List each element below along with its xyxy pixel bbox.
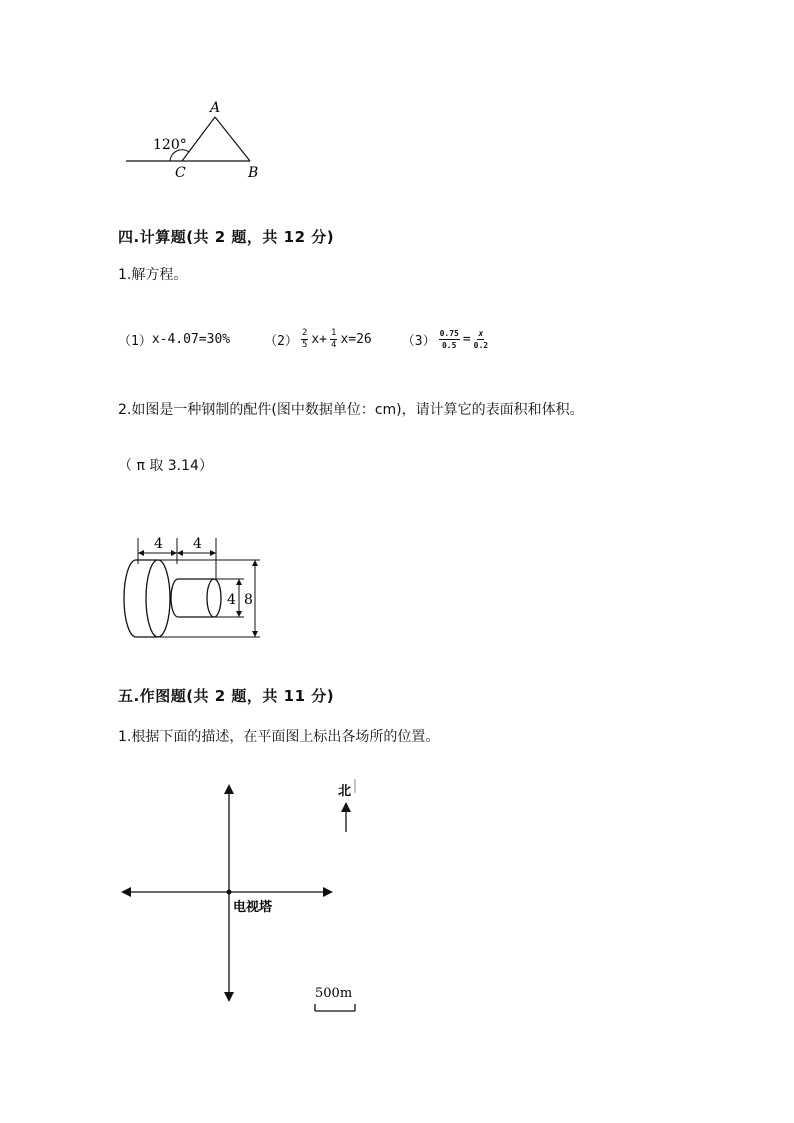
center-label: 电视塔	[233, 900, 273, 915]
big-cyl-face	[146, 560, 170, 637]
eq3-frac1-num: 0.75	[439, 329, 459, 338]
eq3-fraction-1	[439, 328, 460, 351]
eq3-equals: =	[462, 332, 471, 347]
label-a: A	[210, 100, 221, 116]
small-cyl-face	[207, 579, 221, 617]
north-arrow-icon	[341, 802, 351, 812]
big-cyl-left-edge	[124, 560, 136, 637]
arrow	[210, 550, 216, 556]
dim-label-left: 4	[154, 536, 163, 552]
arrow-left	[121, 887, 131, 897]
arrow	[252, 560, 258, 566]
arrow-down	[224, 992, 234, 1002]
angle-label: 120°	[153, 137, 187, 153]
north-label: 北	[338, 784, 352, 799]
eq3-prefix: （3）	[401, 334, 436, 349]
arrow	[252, 631, 258, 637]
side-ab	[215, 117, 250, 161]
eq1-body: x-4.07=30%	[151, 332, 231, 347]
eq2-mid: x+	[311, 332, 328, 347]
eq2-tail: x=26	[340, 332, 372, 347]
eq2-fraction-1	[301, 328, 308, 351]
eq2-frac2-den: 4	[331, 340, 337, 350]
eq2-frac2-num: 1	[331, 328, 337, 338]
scale-label: 500m	[315, 986, 353, 1001]
side-ca	[182, 117, 215, 161]
eq1-prefix: （1）	[118, 334, 152, 349]
arrow	[177, 550, 183, 556]
eq2-frac1-den: 5	[301, 340, 308, 350]
q1-text: 1.解方程。	[118, 267, 188, 283]
arrow-up	[224, 784, 234, 794]
eq3-fraction-2	[474, 328, 488, 351]
eq3-frac2-den: 0.2	[473, 341, 489, 350]
center-dot	[227, 890, 232, 895]
section5-title: 五.作图题(共 2 题，共 11 分)	[118, 687, 335, 705]
q2-note: （ π 取 3.14）	[118, 458, 213, 474]
dim-label-inner: 4	[227, 592, 236, 608]
section4-title: 四.计算题(共 2 题，共 12 分)	[118, 228, 335, 246]
arrow	[138, 550, 144, 556]
eq2-frac1-num: 2	[301, 328, 308, 338]
q2-text: 2.如图是一种钢制的配件(图中数据单位：cm)，请计算它的表面积和体积。	[118, 402, 584, 418]
eq2-fraction-2	[330, 328, 337, 351]
dim-label-outer: 8	[244, 592, 253, 608]
map-figure	[118, 775, 368, 1020]
arrow	[236, 579, 242, 585]
arrow	[236, 611, 242, 617]
eq2-prefix: （2）	[264, 334, 298, 349]
label-c: C	[175, 165, 186, 181]
triangle-figure	[120, 95, 270, 185]
small-cyl-left-edge	[171, 579, 178, 617]
arrow	[171, 550, 177, 556]
dim-label-right: 4	[193, 536, 202, 552]
label-b: B	[248, 165, 259, 181]
eq3-frac2-num: x	[478, 329, 484, 338]
equation-row	[118, 328, 491, 351]
eq3-frac1-den: 0.5	[441, 341, 457, 350]
s5-q1-text: 1.根据下面的描述，在平面图上标出各场所的位置。	[118, 729, 440, 745]
steel-part-figure	[118, 528, 278, 646]
arrow-right	[323, 887, 333, 897]
